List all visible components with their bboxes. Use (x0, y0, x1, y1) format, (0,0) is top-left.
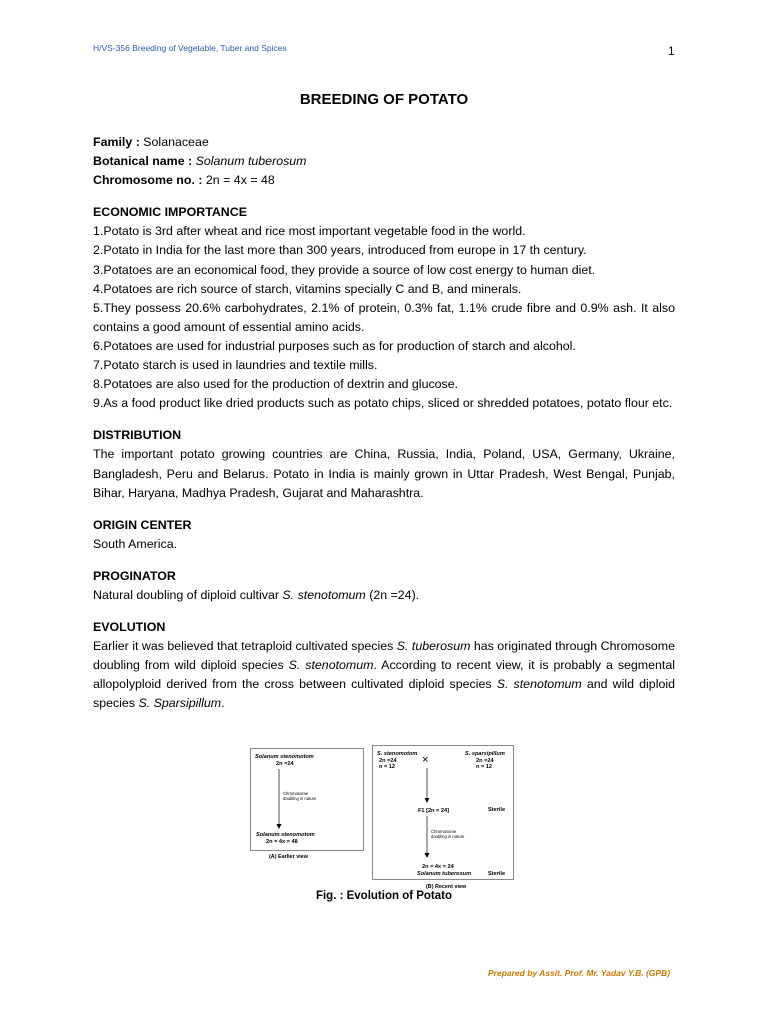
economic-point-8: 8.Potatoes are also used for the production of dextrin and glucose. (93, 377, 459, 392)
evolution-text-1: Earlier it was believed that tetraploid cultivated species (93, 639, 397, 654)
progenitor-text (93, 586, 675, 605)
panel-b-final-chrom: 2n = 4x = 24 (422, 864, 454, 870)
header-course-code: H/VS-356 Breeding of Vegetable, Tuber and Spices (93, 43, 287, 53)
progenitor-heading: PROGINATOR (93, 568, 176, 583)
panel-b-left-name: S. stenomotom (377, 751, 418, 757)
panel-b-sterile-1: Sterile (488, 807, 506, 813)
panel-a-caption: (A) Earlier view (269, 854, 308, 860)
panel-a-top-name: Solanum stenomotom (255, 754, 314, 760)
chromosome-label: Chromosome no. : (93, 173, 203, 188)
panel-b-arrowhead-2 (425, 853, 430, 858)
family-label: Family : (93, 135, 140, 149)
evolution-species-2: S. stenotomum (288, 658, 374, 673)
panel-b-caption: (B) Recent view (426, 884, 467, 890)
economic-importance-heading: ECONOMIC IMPORTANCE (93, 205, 247, 220)
botanical-name-label: Botanical name : (93, 154, 193, 169)
evolution-species-4: S. Sparsipillum (138, 696, 222, 711)
panel-b-final-name: Solanum tuberosum (417, 871, 472, 877)
origin-center-text: South America. (93, 536, 178, 551)
distribution-text: The important potato growing countries are China, Russia, India, Poland, USA, Germany, Ukraine, Bangladesh, Peru and Belarus. Potato in India is mainly grown in Uttar Pradesh, West Bengal, Punjab, Bihar, Haryana, Madhya Pradesh, Gujarat and Maharashtra. (93, 447, 675, 500)
panel-b-left-n: n = 12 (379, 764, 396, 770)
economic-point-1: 1.Potato is 3rd after wheat and rice most important vegetable food in the world. (93, 224, 526, 239)
page-title: BREEDING OF POTATO (299, 91, 469, 108)
panel-a-bottom-chrom: 2n = 4x = 48 (266, 839, 298, 845)
economic-point-9: 9.As a food product like dried products such as potato chips, sliced or shredded potatoes, potato flour etc. (93, 396, 673, 411)
economic-point-3: 3.Potatoes are an economical food, they provide a source of low cost energy to human diet. (93, 262, 596, 277)
document-body (93, 133, 675, 714)
evolution-text-2: has originated through Chromosome doubling from wild diploid species (93, 639, 675, 673)
evolution-figure (250, 744, 515, 894)
panel-a-arrow-label-2: doubling in nature (283, 796, 317, 801)
family-line (93, 133, 675, 152)
evolution-species-1: S. tuberosum (396, 639, 471, 654)
panel-b-cross-symbol: × (422, 754, 429, 766)
footer-credit: Prepared by Assit. Prof. Mr. Yadav Y.B. (GPB) (488, 968, 671, 978)
panel-a-arrowhead (277, 824, 282, 829)
figure-panel-b (373, 746, 514, 891)
economic-point-6: 6.Potatoes are used for industrial purposes such as for production of starch and alcohol. (93, 338, 576, 353)
evolution-text-5: . (221, 696, 225, 711)
distribution-heading: DISTRIBUTION (93, 428, 182, 443)
panel-b-arrowhead-1 (425, 798, 430, 803)
chromosome-line (93, 171, 675, 190)
economic-point-2: 2.Potato in India for the last more than 300 years, introduced from europe in 17 th century. (93, 243, 587, 258)
panel-b-f1: F1 [2n = 24] (418, 808, 449, 814)
family-value: Solanaceae (143, 135, 209, 149)
panel-b-right-2n: 2n =24 (476, 758, 494, 764)
progenitor-text-after: (2n =24). (365, 587, 420, 602)
economic-point-4: 4.Potatoes are rich source of starch, vitamins specially C and B, and minerals. (93, 281, 522, 296)
panel-b-arrow-label-2: doubling in nature (431, 834, 465, 839)
panel-b-left-2n: 2n =24 (379, 758, 397, 764)
evolution-species-3: S. stenotomum (496, 677, 582, 692)
panel-b-arrow-label-1: Chromosome (431, 829, 457, 834)
economic-point-5: 5.They possess 20.6% carbohydrates, 2.1% of protein, 0.3% fat, 1.1% crude fibre and 0.9% ash. It also contains a good amount of essential amino acids. (93, 300, 675, 334)
panel-a-arrow-label-1: Chromosome (283, 791, 309, 796)
evolution-text-3: . According to recent view, it is probably a segmental allopolyploid derived from the cross between cultivated diploid species (93, 658, 675, 692)
economic-point-7: 7.Potato starch is used in laundries and textile mills. (93, 358, 378, 373)
botanical-name-value: Solanum tuberosum (195, 154, 307, 169)
botanical-name-line (93, 152, 675, 171)
panel-a-bottom-name: Solanum stenomotom (256, 832, 315, 838)
figure-caption: Fig. : Evolution of Potato (315, 890, 453, 902)
page-number: 1 (668, 44, 675, 58)
panel-a-top-chrom: 2n =24 (276, 761, 294, 767)
progenitor-text-before: Natural doubling of diploid cultivar (93, 587, 283, 602)
figure-panel-a (251, 749, 364, 861)
evolution-heading: EVOLUTION (93, 620, 166, 635)
progenitor-species: S. stenotomum (282, 587, 366, 602)
evolution-text-4: and wild diploid species (93, 677, 675, 711)
panel-b-right-name: S. sparsipillum (465, 751, 505, 757)
chromosome-value: 2n = 4x = 48 (205, 173, 275, 188)
origin-center-heading: ORIGIN CENTER (93, 517, 192, 532)
evolution-text (93, 637, 675, 713)
panel-b-sterile-2: Sterile (488, 871, 506, 877)
panel-b-right-n: n = 12 (476, 764, 493, 770)
